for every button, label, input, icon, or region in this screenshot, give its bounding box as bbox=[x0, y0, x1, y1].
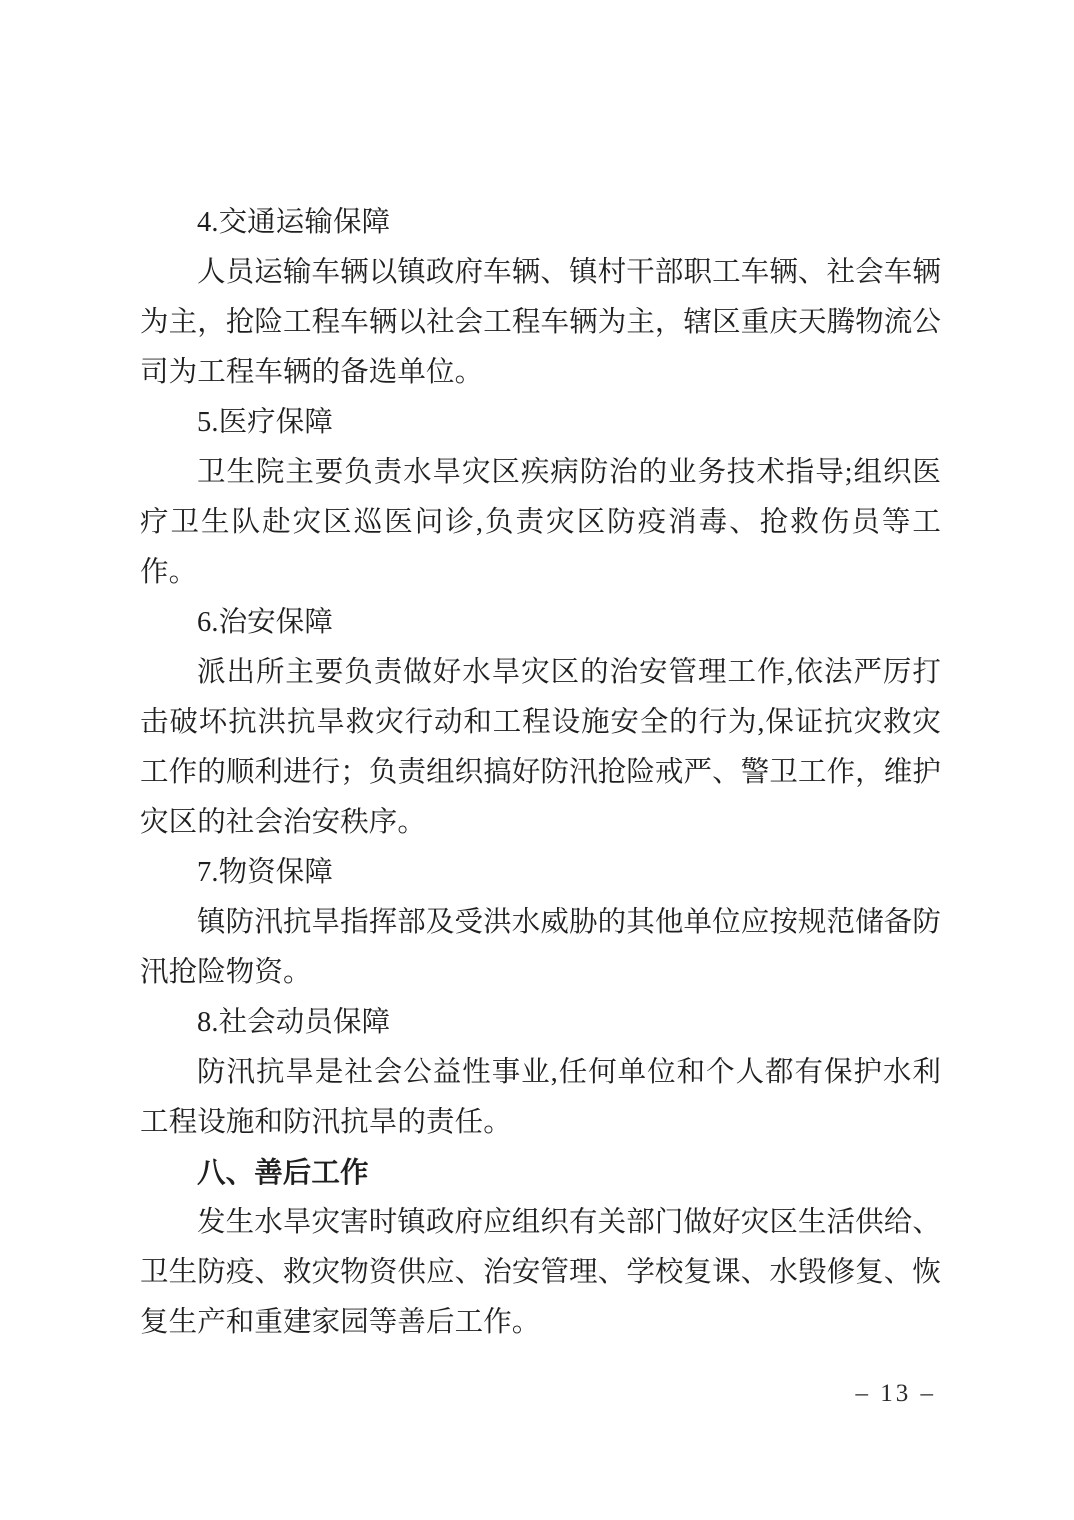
para-5-medical-support: 卫生院主要负责水旱灾区疾病防治的业务技术指导;组织医疗卫生队赴灾区巡医问诊,负责灾区防疫消毒、抢救伤员等工作。 bbox=[140, 457, 941, 588]
heading-8-social-mobilization-support: 8.社会动员保障 bbox=[197, 1007, 391, 1038]
heading-4-transport-support: 4.交通运输保障 bbox=[197, 207, 391, 238]
para-4-transport-support: 人员运输车辆以镇政府车辆、镇村干部职工车辆、社会车辆为主，抢险工程车辆以社会工程车辆为主，辖区重庆天腾物流公司为工程车辆的备选单位。 bbox=[140, 257, 941, 388]
para-8-social-mobilization-support: 防汛抗旱是社会公益性事业,任何单位和个人都有保护水利工程设施和防汛抗旱的责任。 bbox=[140, 1057, 941, 1138]
para-6-public-security-support: 派出所主要负责做好水旱灾区的治安管理工作,依法严厉打击破坏抗洪抗旱救灾行动和工程设施安全的行为,保证抗灾救灾工作的顺利进行；负责组织搞好防汛抢险戒严、警卫工作，维护灾区的社会治安秩序。 bbox=[140, 657, 941, 838]
heading-aftermath-work: 八、善后工作 bbox=[197, 1157, 369, 1189]
para-7-materials-support: 镇防汛抗旱指挥部及受洪水威胁的其他单位应按规范储备防汛抢险物资。 bbox=[140, 907, 941, 988]
heading-7-materials-support: 7.物资保障 bbox=[197, 857, 333, 888]
heading-6-public-security-support: 6.治安保障 bbox=[197, 607, 333, 638]
page-number: – 13 – bbox=[855, 1380, 936, 1407]
para-aftermath-work: 发生水旱灾害时镇政府应组织有关部门做好灾区生活供给、卫生防疫、救灾物资供应、治安管理、学校复课、水毁修复、恢复生产和重建家园等善后工作。 bbox=[140, 1207, 941, 1338]
document-body bbox=[140, 198, 941, 1348]
heading-5-medical-support: 5.医疗保障 bbox=[197, 407, 333, 438]
